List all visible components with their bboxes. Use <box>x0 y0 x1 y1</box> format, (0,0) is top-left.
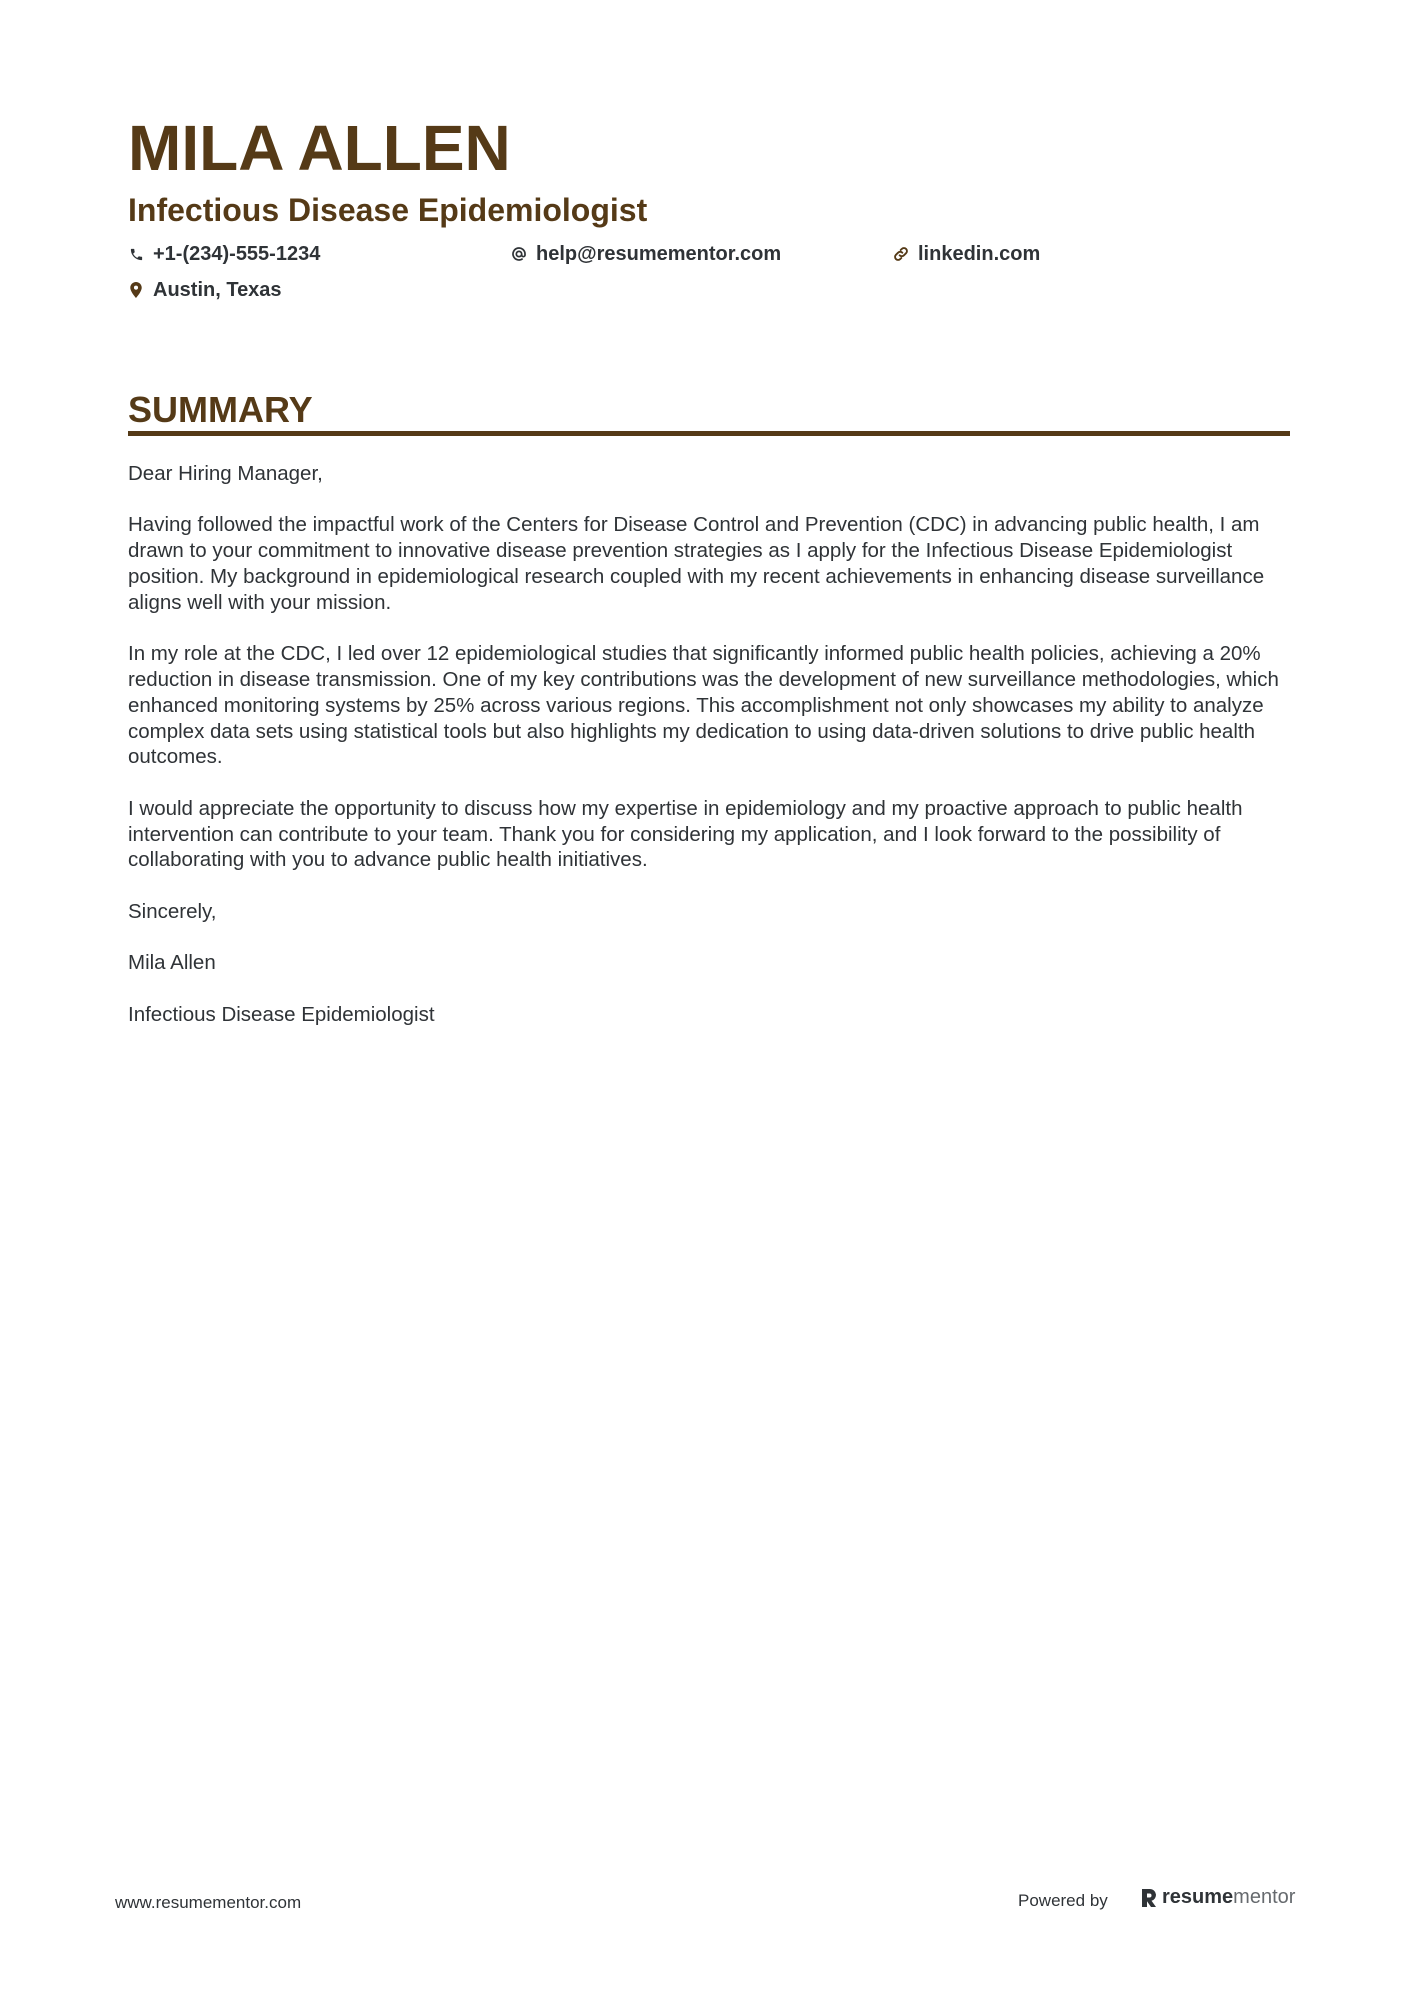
brand-name-light: mentor <box>1233 1886 1296 1908</box>
powered-by-label: Powered by <box>1018 1891 1108 1910</box>
job-title: Infectious Disease Epidemiologist <box>128 192 648 228</box>
brand-name-bold: resume <box>1162 1886 1234 1908</box>
contact-link-text: linkedin.com <box>918 242 1041 265</box>
contact-location <box>128 276 282 304</box>
contact-link[interactable] <box>893 240 1040 268</box>
link-icon <box>893 246 909 262</box>
candidate-name: MILA ALLEN <box>128 112 511 184</box>
footer-website-link[interactable]: www.resumementor.com <box>115 1893 302 1912</box>
letter-closing: Sincerely, <box>128 899 217 923</box>
contact-email-text: help@resumementor.com <box>536 242 782 265</box>
letter-greeting: Dear Hiring Manager, <box>128 462 323 485</box>
letter-body <box>128 461 1290 1053</box>
letter-paragraph-2: In my role at the CDC, I led over 12 epidemiological studies that significantly informed public health policies, achieving a 20% reduction in disease transmission. One of my key contributions was the development of new surveillance methodologies, which enhanced monitoring systems by 25% across various regions. This accomplishment not only showcases my ability to analyze complex data sets using statistical tools but also highlights my dedication to using data-driven solutions to drive public health outcomes. <box>128 642 1279 769</box>
contact-phone-text: +1-(234)-555-1234 <box>153 242 321 265</box>
contact-location-text: Austin, Texas <box>153 278 282 301</box>
contact-phone[interactable] <box>128 240 320 268</box>
contact-email[interactable] <box>511 240 781 268</box>
phone-icon <box>128 246 144 262</box>
resumementor-logo-icon <box>1140 1887 1158 1909</box>
signature-title: Infectious Disease Epidemiologist <box>128 1002 435 1026</box>
letter-paragraph-3: I would appreciate the opportunity to discuss how my expertise in epidemiology and my proactive approach to public health intervention can contribute to your team. Thank you for considering my application, and I look forward to the possibility of collaborating with you to advance public health initiatives. <box>128 796 1243 872</box>
section-title-summary: SUMMARY <box>128 389 313 430</box>
letter-paragraph-1: Having followed the impactful work of the Centers for Disease Control and Prevention (CDC) in advancing public health, I am drawn to your commitment to innovative disease prevention strategies as I apply for the Infectious Disease Epidemiologist position. My background in epidemiological research coupled with my recent achievements in enhancing disease surveillance aligns well with your mission. <box>128 513 1265 614</box>
signature-name: Mila Allen <box>128 951 216 975</box>
at-sign-icon <box>511 246 527 262</box>
section-divider <box>128 431 1290 436</box>
map-pin-icon <box>128 282 144 298</box>
resumementor-logo[interactable] <box>1140 1886 1295 1909</box>
